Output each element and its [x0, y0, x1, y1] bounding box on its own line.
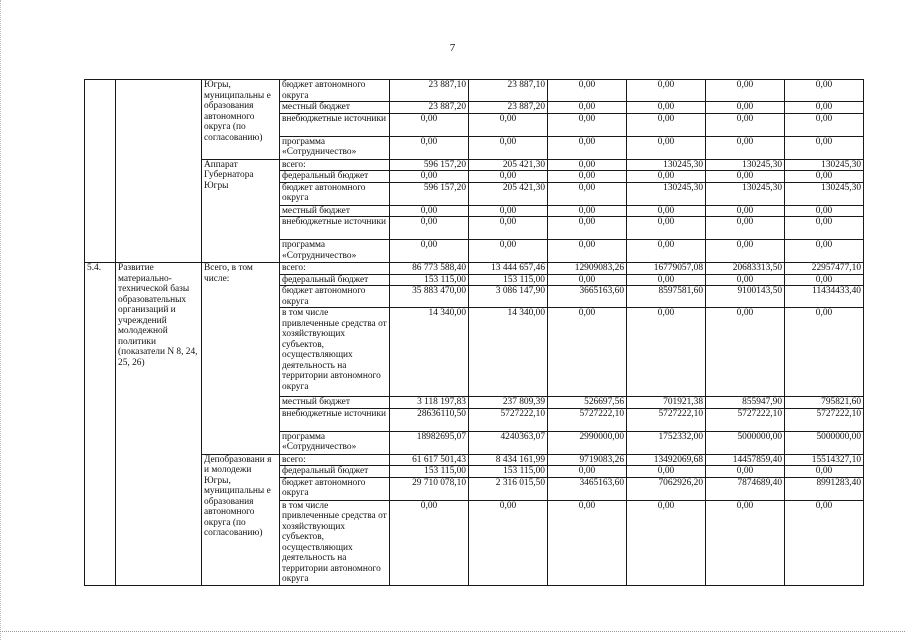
value-cell: 153 115,00	[390, 274, 469, 286]
value-cell: 14457859,40	[706, 454, 785, 466]
table-row	[85, 80, 864, 102]
measure-name	[116, 80, 202, 263]
value-cell: 8597581,60	[627, 286, 706, 308]
value-cell: 0,00	[627, 274, 706, 286]
value-cell: 3 086 147,90	[469, 286, 548, 308]
value-cell: 0,00	[706, 217, 785, 240]
value-cell: 153 115,00	[469, 466, 548, 478]
value-cell: 5727222,10	[627, 408, 706, 431]
value-cell: 0,00	[785, 205, 864, 217]
funding-source: всего:	[280, 159, 390, 171]
value-cell: 0,00	[785, 466, 864, 478]
value-cell: 0,00	[706, 308, 785, 397]
measure-name: Развитие материально-технической базы образовательных организаций и учреждений молодежной политики (показатели N 8, 24, 25, 26)	[116, 263, 202, 586]
value-cell: 12909083,26	[548, 263, 627, 275]
value-cell: 596 157,20	[390, 182, 469, 205]
value-cell: 0,00	[548, 102, 627, 114]
value-cell: 29 710 078,10	[390, 477, 469, 500]
value-cell: 0,00	[627, 102, 706, 114]
funding-source: федеральный бюджет	[280, 466, 390, 478]
value-cell: 596 157,20	[390, 159, 469, 171]
value-cell: 205 421,30	[469, 182, 548, 205]
funding-table-body	[85, 80, 864, 586]
value-cell: 0,00	[785, 217, 864, 240]
value-cell: 0,00	[548, 240, 627, 263]
value-cell: 0,00	[785, 102, 864, 114]
value-cell: 5000000,00	[706, 431, 785, 454]
value-cell: 0,00	[785, 136, 864, 159]
value-cell: 0,00	[548, 171, 627, 183]
value-cell: 9100143,50	[706, 286, 785, 308]
row-number: 5.4.	[85, 263, 116, 586]
funding-source: программа «Сотрудничество»	[280, 136, 390, 159]
value-cell: 16779057,08	[627, 263, 706, 275]
value-cell: 20683313,50	[706, 263, 785, 275]
value-cell: 4240363,07	[469, 431, 548, 454]
value-cell: 15514327,10	[785, 454, 864, 466]
funding-source: бюджет автономного округа	[280, 286, 390, 308]
value-cell: 237 809,39	[469, 397, 548, 409]
funding-source: местный бюджет	[280, 102, 390, 114]
value-cell: 0,00	[469, 113, 548, 136]
table-row	[85, 454, 864, 466]
value-cell: 9719083,26	[548, 454, 627, 466]
value-cell: 23 887,10	[469, 80, 548, 102]
value-cell: 1752332,00	[627, 431, 706, 454]
value-cell: 0,00	[706, 113, 785, 136]
executor: Югры, муниципальны е образования автономного округа (по согласованию)	[202, 80, 280, 160]
scan-edge	[0, 0, 1, 640]
value-cell: 7874689,40	[706, 477, 785, 500]
value-cell: 0,00	[469, 500, 548, 585]
value-cell: 0,00	[390, 217, 469, 240]
value-cell: 23 887,20	[390, 102, 469, 114]
funding-source: федеральный бюджет	[280, 171, 390, 183]
value-cell: 0,00	[706, 205, 785, 217]
row-number	[85, 80, 116, 263]
funding-source: местный бюджет	[280, 397, 390, 409]
executor: Всего, в том числе:	[202, 263, 280, 455]
value-cell: 5727222,10	[469, 408, 548, 431]
value-cell: 0,00	[627, 308, 706, 397]
value-cell: 0,00	[548, 159, 627, 171]
value-cell: 0,00	[785, 171, 864, 183]
value-cell: 0,00	[548, 136, 627, 159]
value-cell: 0,00	[390, 205, 469, 217]
value-cell: 7062926,20	[627, 477, 706, 500]
value-cell: 23 887,20	[469, 102, 548, 114]
value-cell: 0,00	[548, 205, 627, 217]
value-cell: 0,00	[627, 80, 706, 102]
value-cell: 0,00	[785, 80, 864, 102]
funding-source: федеральный бюджет	[280, 274, 390, 286]
value-cell: 28636110,50	[390, 408, 469, 431]
value-cell: 13 444 657,46	[469, 263, 548, 275]
value-cell: 0,00	[548, 182, 627, 205]
value-cell: 11434433,40	[785, 286, 864, 308]
value-cell: 0,00	[785, 113, 864, 136]
value-cell: 0,00	[706, 102, 785, 114]
value-cell: 130245,30	[627, 182, 706, 205]
value-cell: 0,00	[706, 466, 785, 478]
value-cell: 5000000,00	[785, 431, 864, 454]
value-cell: 2990000,00	[548, 431, 627, 454]
scan-bottom-edge	[0, 631, 905, 632]
value-cell: 3465163,60	[548, 477, 627, 500]
value-cell: 0,00	[627, 136, 706, 159]
value-cell: 0,00	[706, 136, 785, 159]
funding-table	[84, 79, 864, 586]
value-cell: 0,00	[469, 217, 548, 240]
value-cell: 0,00	[627, 500, 706, 585]
table-row	[85, 263, 864, 275]
value-cell: 0,00	[706, 240, 785, 263]
value-cell: 14 340,00	[390, 308, 469, 397]
value-cell: 14 340,00	[469, 308, 548, 397]
value-cell: 0,00	[548, 500, 627, 585]
executor: Депобразовани я и молодежи Югры, муниципальны е образования автономного округа (по согласованию)	[202, 454, 280, 585]
funding-source: бюджет автономного округа	[280, 80, 390, 102]
value-cell: 0,00	[627, 113, 706, 136]
value-cell: 153 115,00	[390, 466, 469, 478]
value-cell: 0,00	[785, 240, 864, 263]
value-cell: 0,00	[548, 274, 627, 286]
value-cell: 0,00	[469, 240, 548, 263]
value-cell: 3665163,60	[548, 286, 627, 308]
value-cell: 130245,30	[706, 159, 785, 171]
table-row	[85, 159, 864, 171]
value-cell: 5727222,10	[706, 408, 785, 431]
value-cell: 5727222,10	[548, 408, 627, 431]
funding-source: бюджет автономного округа	[280, 182, 390, 205]
value-cell: 35 883 470,00	[390, 286, 469, 308]
value-cell: 0,00	[785, 274, 864, 286]
value-cell: 0,00	[469, 136, 548, 159]
value-cell: 0,00	[627, 217, 706, 240]
value-cell: 18982695,07	[390, 431, 469, 454]
value-cell: 0,00	[627, 240, 706, 263]
value-cell: 795821,60	[785, 397, 864, 409]
value-cell: 0,00	[785, 308, 864, 397]
value-cell: 0,00	[706, 80, 785, 102]
value-cell: 0,00	[390, 500, 469, 585]
funding-source: всего:	[280, 454, 390, 466]
value-cell: 205 421,30	[469, 159, 548, 171]
value-cell: 701921,38	[627, 397, 706, 409]
funding-source: всего:	[280, 263, 390, 275]
value-cell: 0,00	[548, 217, 627, 240]
value-cell: 23 887,10	[390, 80, 469, 102]
funding-source: программа «Сотрудничество»	[280, 431, 390, 454]
funding-source: в том числе привлеченные средства от хозяйствующих субъектов, осуществляющих деятельность на территории автономного округа	[280, 500, 390, 585]
executor: Аппарат Губернатора Югры	[202, 159, 280, 263]
value-cell: 0,00	[706, 500, 785, 585]
value-cell: 0,00	[785, 500, 864, 585]
value-cell: 855947,90	[706, 397, 785, 409]
value-cell: 8991283,40	[785, 477, 864, 500]
funding-source: программа «Сотрудничество»	[280, 240, 390, 263]
value-cell: 0,00	[627, 205, 706, 217]
funding-source: в том числе привлеченные средства от хозяйствующих субъектов, осуществляющих деятельность на территории автономного округа	[280, 308, 390, 397]
funding-source: местный бюджет	[280, 205, 390, 217]
value-cell: 0,00	[469, 205, 548, 217]
funding-source: внебюджетные источники	[280, 113, 390, 136]
value-cell: 0,00	[469, 171, 548, 183]
value-cell: 153 115,00	[469, 274, 548, 286]
value-cell: 130245,30	[627, 159, 706, 171]
value-cell: 3 118 197,83	[390, 397, 469, 409]
value-cell: 0,00	[706, 274, 785, 286]
value-cell: 0,00	[390, 240, 469, 263]
funding-source: внебюджетные источники	[280, 408, 390, 431]
page-number: 7	[449, 42, 456, 54]
value-cell: 86 773 588,40	[390, 263, 469, 275]
value-cell: 5727222,10	[785, 408, 864, 431]
value-cell: 0,00	[627, 171, 706, 183]
value-cell: 130245,30	[785, 182, 864, 205]
value-cell: 0,00	[706, 171, 785, 183]
funding-source: бюджет автономного округа	[280, 477, 390, 500]
value-cell: 0,00	[390, 136, 469, 159]
value-cell: 0,00	[548, 308, 627, 397]
value-cell: 0,00	[548, 466, 627, 478]
value-cell: 2 316 015,50	[469, 477, 548, 500]
value-cell: 130245,30	[785, 159, 864, 171]
value-cell: 0,00	[548, 80, 627, 102]
funding-source: внебюджетные источники	[280, 217, 390, 240]
value-cell: 13492069,68	[627, 454, 706, 466]
value-cell: 526697,56	[548, 397, 627, 409]
value-cell: 0,00	[390, 171, 469, 183]
value-cell: 22957477,10	[785, 263, 864, 275]
value-cell: 0,00	[548, 113, 627, 136]
value-cell: 0,00	[390, 113, 469, 136]
value-cell: 8 434 161,99	[469, 454, 548, 466]
value-cell: 130245,30	[706, 182, 785, 205]
value-cell: 61 617 501,43	[390, 454, 469, 466]
value-cell: 0,00	[627, 466, 706, 478]
